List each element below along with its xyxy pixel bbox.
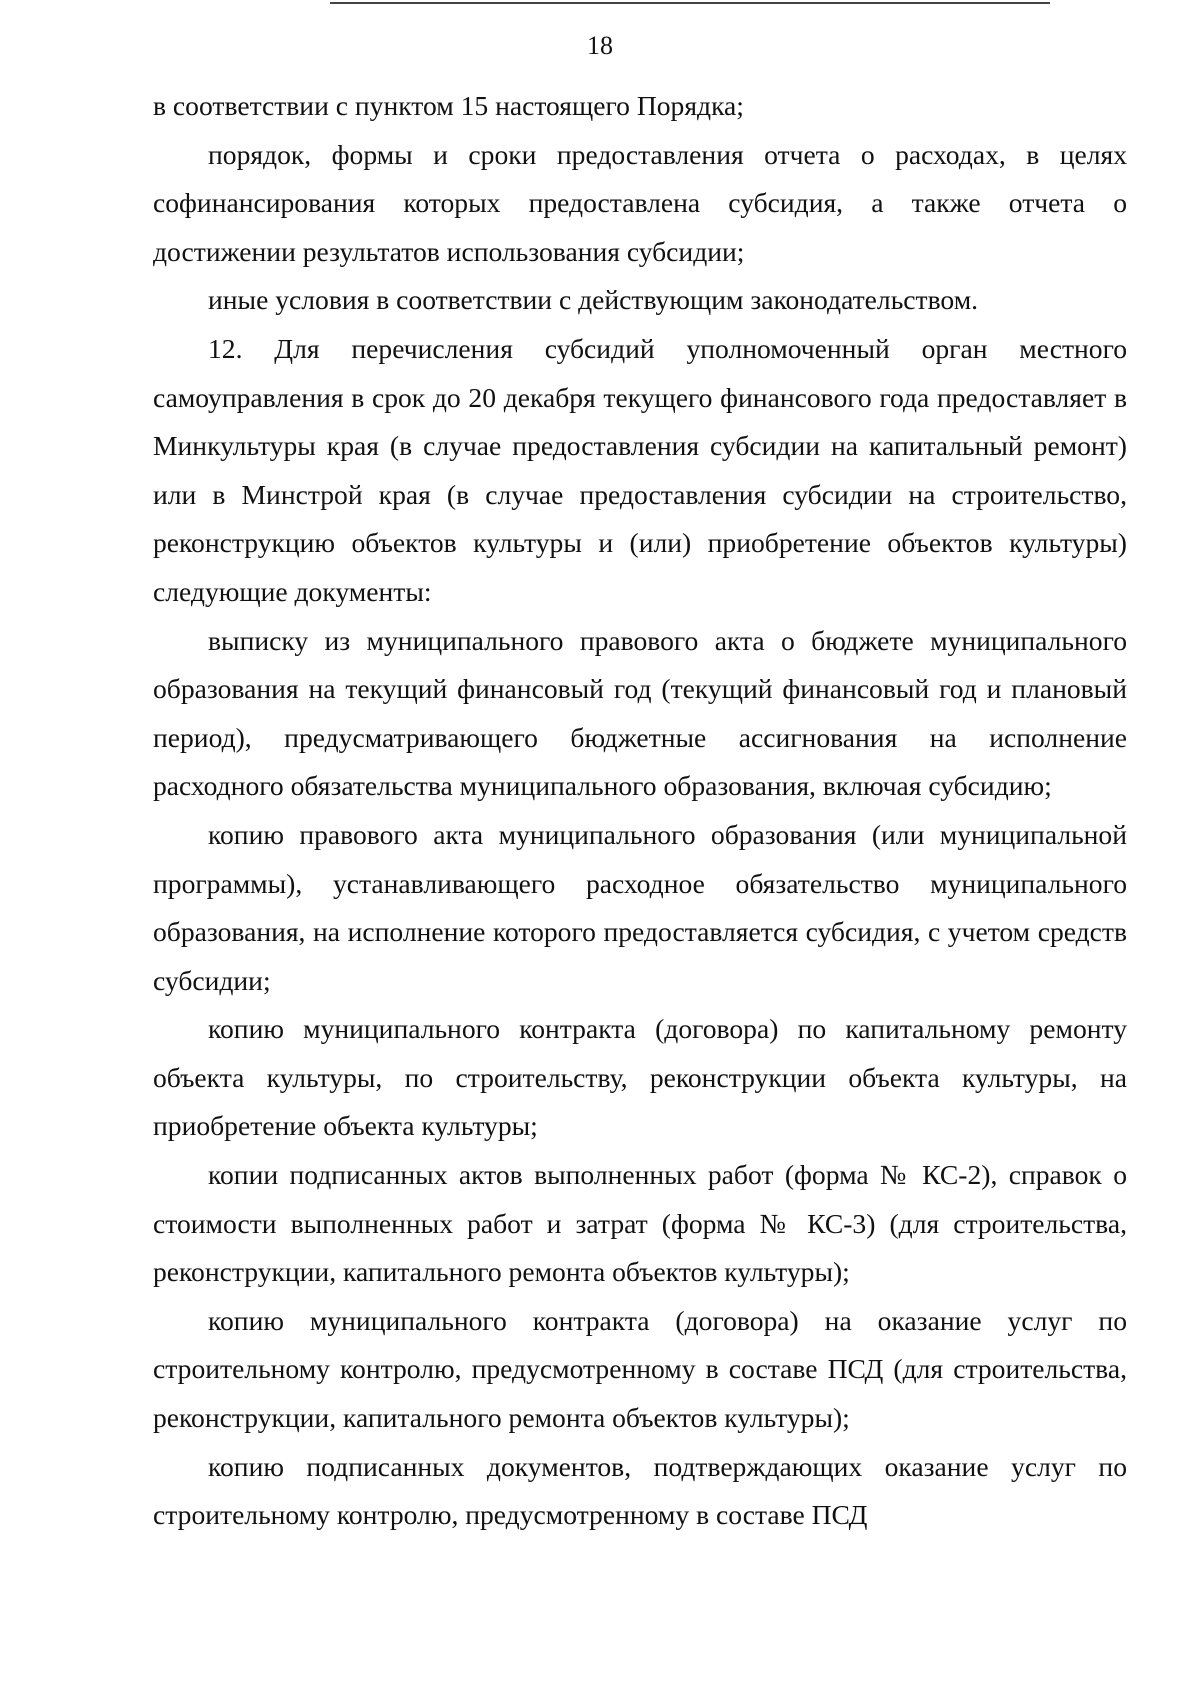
paragraph-legal-act-copy: копию правового акта муниципального образования (или муниципальной программы), устанавливающего расходное обязательство муниципального образования, на исполнение которого предоставляется субсидия, с учетом средств субсидии;	[153, 818, 1127, 996]
paragraph-clause-12: 12. Для перечисления субсидий уполномоченный орган местного самоуправления в срок до 20 декабря текущего финансового года предоставляет в Минкультуры края (в случае предоставления субсидии на капитальный ремонт) или в Минстрой края (в случае предоставления субсидии на строительство, реконструкцию объектов культуры и (или) приобретение объектов культуры) следующие документы:	[153, 332, 1127, 607]
paragraph-budget-extract: выписку из муниципального правового акта о бюджете муниципального образования на текущий финансовый год (текущий финансовый год и плановый период), предусматривающего бюджетные ассигнования на исполнение расходного обязательства муниципального образования, включая субсидию;	[153, 624, 1127, 802]
paragraph-contract-copy: копию муниципального контракта (договора) по капитальному ремонту объекта культуры, по строительству, реконструкции объекта культуры, на приобретение объекта культуры;	[153, 1013, 1127, 1142]
paragraph-work-acts: копии подписанных актов выполненных работ (форма № КС-2), справок о стоимости выполненных работ и затрат (форма № КС-3) (для строительства, реконструкции, капитального ремонта объектов культуры);	[153, 1159, 1127, 1288]
paragraph-report-procedure: порядок, формы и сроки предоставления отчета о расходах, в целях софинансирования которых предоставлена субсидия, а также отчета о достижении результатов использования субсидии;	[153, 138, 1127, 267]
document-body	[153, 82, 1127, 1540]
page-number: 18	[587, 31, 613, 60]
paragraph-construction-control-contract: копию муниципального контракта (договора) на оказание услуг по строительному контролю, предусмотренному в составе ПСД (для строительства, реконструкции, капитального ремонта объектов культуры);	[153, 1304, 1127, 1434]
paragraph-continuation: в соответствии с пунктом 15 настоящего Порядка;	[153, 90, 744, 121]
paragraph-construction-control-documents: копию подписанных документов, подтверждающих оказание услуг по строительному контролю, предусмотренному в составе ПСД	[153, 1450, 1127, 1531]
paragraph-other-conditions: иные условия в соответствии с действующим законодательством.	[208, 284, 979, 316]
page-top-rule	[330, 2, 1050, 4]
